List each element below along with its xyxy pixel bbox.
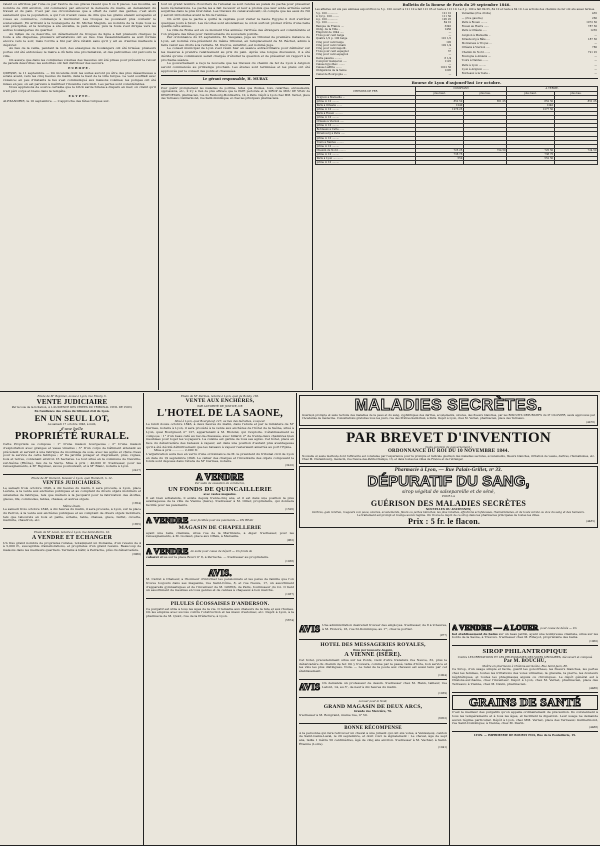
bourse-value: — bbox=[594, 54, 597, 58]
ad-number: (1004) bbox=[438, 672, 447, 677]
railway-name: Chemin du Nord ......... bbox=[316, 148, 416, 152]
bourse-value: 787 50 bbox=[587, 25, 597, 29]
ad-title: MAGASIN DE CHAPELLERIE bbox=[178, 524, 262, 531]
ads-column-4 bbox=[452, 624, 598, 843]
ad-number: (1041) bbox=[438, 745, 447, 750]
bourse-label: Quatre 1/2 p. 100 belge bbox=[316, 37, 348, 41]
news-paragraph: On assure que dans les communes voisines des mesures ont été prises pour prévenir le retour de pareils désordres; les autorités ont fait distribuer des secours. bbox=[3, 57, 156, 66]
railway-name: prime d. 10 ......... bbox=[316, 124, 416, 128]
ad-subtitle: Par la voie de la licitation, A L'AUDIENCE DES CRIÉES DU TRIBUNAL CIVIL DE LYON, bbox=[11, 405, 133, 410]
ad-subtitle: Grande rue Mercière, 76. bbox=[353, 709, 393, 714]
column-rule bbox=[312, 2, 313, 390]
news-paragraph: Au milieu de ce desordre, un détachement de troupes de ligne a fait plusieurs charges; la foule a été dispersée, plusieurs arrestations ont eu lieu. Des rassemblements se sont formés encore vers le soir, mais l'ordre a fini par être rétabli sans qu'il y ait eu d'autres malheurs à déplorer. bbox=[3, 31, 156, 47]
ad-title: GRAINS DE SANTÉ bbox=[452, 695, 598, 710]
ad-number: (4488) bbox=[589, 724, 598, 729]
ad-title: UN FONDS DE QUINCAILLERIE bbox=[168, 485, 272, 493]
railway-name: Bordeaux à Cette ...... bbox=[316, 128, 416, 132]
bourse-label: Banque de France .... bbox=[316, 24, 345, 28]
bourse-value: 1012 50 bbox=[440, 66, 452, 70]
ad-title: A VENDRE bbox=[146, 515, 189, 525]
ad-body: ayant une belle clientèle, situé rue de la Martinière, à Alger. S'adresser, pour les renseignements, à M. Godaud, place aux Offels, à Marseille. bbox=[146, 531, 294, 539]
ad-subtitle: A louer pour la Noël, bbox=[358, 699, 388, 704]
bourse-value: — bbox=[594, 67, 597, 71]
bourse-value: — bbox=[448, 47, 452, 51]
price-cell: 852 50 bbox=[507, 99, 555, 103]
bourse-label: — (rive gauche) bbox=[461, 16, 483, 20]
ad-number: (1526) bbox=[285, 506, 294, 511]
ad-body: Un très grand nombre de propriétés rurales, notamment un Domaine, d'un revenu de 4 à 5,000 fr., susceptible d'améliorations, et propriétés d'un grand revenu. Beaucoup de maisons dans les meilleurs quartiers. Terrains à bâtir, à Perrache, près du débarcadère. bbox=[3, 541, 141, 552]
ad-title: AVIS. bbox=[208, 568, 232, 579]
bourse-label: Tours à Nantes ....... bbox=[461, 59, 489, 63]
price-cell: 725 50 bbox=[507, 148, 555, 152]
bourse-value: 121 10 bbox=[442, 11, 452, 15]
ad-title: A VENDRE ET ECHANGER bbox=[31, 534, 113, 541]
ad-title: GRAND MAGASIN DE DEUX ARCS, bbox=[323, 703, 423, 710]
section-heading: EGYPTE. bbox=[68, 93, 91, 98]
railway-name: prime d. 10 ......... bbox=[316, 107, 416, 111]
bourse-value: 3345 bbox=[444, 24, 452, 28]
column-rule bbox=[296, 393, 297, 845]
ad-date: Au samedi 17 octobre 1846, à midi, bbox=[47, 421, 97, 426]
ad-price: Prix : 5 fr. le flacon. bbox=[407, 517, 481, 527]
ad-title: PILULES ÉCOSSAISES D'ANDERSON. bbox=[170, 601, 270, 608]
column-rule bbox=[143, 393, 144, 845]
ad-subtitle: avec vastes magasins. bbox=[203, 492, 237, 497]
ad-body: A la personne qui fera retrouver un cheval à une jument qui ont été volés, à Vénissieux, canton de Saint-Genis-Laval, le 29 septembre, et dont voici le signalement : Le cheval, âgé de sept ans, taille 1 mètre 50 centimètres, âgé de cinq ans environ. S'adresser à M. Vachier, à Saint-Étienne (Loire). bbox=[299, 731, 447, 746]
table-subheader: plus bas. bbox=[554, 91, 597, 95]
ad-number: (3960) bbox=[132, 551, 141, 556]
news-paragraph: ODESSE, le 11 septembre. — Un incendie dont les suites auront pu être des plus désastreuses a éclaté avant, vers les cinq heures du matin, dans le haut de la ville turque. Le vent soufflait avec violence; en peu d'instants le feu s'est communiqué aux maisons voisines; les pompes ont été mises en jeu; on est parvenu à maîtriser l'incendie vers midi. Les pertes sont considérables. bbox=[3, 70, 156, 86]
bourse-label: Caisse hypothéc. ....... bbox=[316, 63, 345, 67]
bourse-value: 1235 bbox=[590, 29, 597, 33]
bourse-label: Lyon à Avignon ....... bbox=[461, 67, 489, 71]
bourse-value: 780 bbox=[592, 46, 597, 50]
bourse-label: Rouen au Havre ...... bbox=[461, 25, 489, 29]
gerant-line: Le gérant responsable, H. MURAT. bbox=[202, 77, 269, 82]
ad-header: Etude de Mᵉ Dermes, notaire à Lyon, quai de Bondy, 165. bbox=[180, 395, 260, 398]
ad-header: Etude de Mᵉ Bajoniez, avoué à Lyon, rue Fleury, 3. bbox=[37, 395, 107, 398]
ad-title: VENTES JUDICIAIRES. bbox=[42, 480, 102, 486]
ad-body: Ce Sirop, d'un usage simple et facile, guérit les gonorrhées, les flueurs blanches, les pertes chez les femmes, toutes les irritations des voies urinaires, la gravelle, la pierre, les douleurs néphrétiques, et toutes les phlegmasies aiguës ou chroniques. Le dépôt général est à Châlons-sur-Saône, chez l'inventeur. Dépôt à Lyon, chez M. Vernet, pharmacien, place des Terreaux; à Vienne, chez M. Davin, pharmacien. bbox=[452, 668, 598, 687]
ad-subtitle: Par suite de cessation de commerce, bbox=[195, 481, 245, 486]
bourse-label: Canal de Bourgogne .... bbox=[316, 72, 348, 76]
ad-number: (3410) bbox=[285, 463, 294, 468]
ad-subtitle: A VIENNE (ISÈRE). bbox=[344, 652, 402, 658]
bourse-value: 105 bbox=[446, 40, 452, 44]
bourse-value: 6 1/4 bbox=[444, 56, 452, 60]
bourse-label: Avignon à Marseille .. bbox=[461, 33, 491, 37]
ad-subtitle: Tenu par Gouvoire-Seguin, bbox=[352, 647, 394, 652]
news-paragraph: On écrit que le pacha a quitté la capitale pour visiter la haute Egypte; il doit s'arrêter quelques jours à Siout. Les récoltes sont abondantes; le coton surtout promet d'être d'une belle qualité cette année. bbox=[161, 16, 310, 29]
ad-body: Une administration désirerait trouver des employés. S'adresser, de 8 à 9 heures, à M. Honoré, 16, rue St-Dominique, au 1ᵉʳ, chez le portier. bbox=[322, 624, 447, 631]
railway-name: Paris à Rouen .......... bbox=[316, 112, 416, 116]
news-paragraph: Par ordonnance du 25 septembre, M. Vaugelas, juge au tribunal de première instance de Lyon, est nommé vice-président du même tribunal, en remplacement de M. Béchet, admis à faire valoir ses droits à la retraite. M. Ducros, substitut, est nommé juge. bbox=[161, 35, 310, 47]
ad-title: VENTE JUDICIAIRE bbox=[36, 398, 108, 407]
table-header: COMPTANT. bbox=[416, 87, 507, 91]
news-paragraph: Au lieu de la veille, pendant la nuit, des enseignes de boulangers ont été brisées; plusieurs portes ont été enfoncées; le maire a dû faire une proclamation, et des patrouilles ont parcouru la ville. bbox=[3, 46, 156, 58]
bourse-label: Caisse Laffitte ....... bbox=[316, 66, 342, 70]
table-row bbox=[461, 72, 598, 76]
ad-number: (1060) bbox=[589, 638, 598, 643]
bourse-table-left bbox=[315, 12, 452, 76]
advertisement-text: Pour guérir promptement les maladies de poitrine, telles que rhumes, toux, catarrhes, enrouements, oppressions, etc., il n'y a rien de plus efficace que la PATE pectorale et le SIROP de MOU DE VEAU de DEGENETAIS, pharmacien, rue du Faubourg-Montmartre, 10, à Paris. Dépôt à Lyon chez MM. Vernet, place des Terreaux; Guilliermond, rue Saint-Dominique; et chez les principaux pharmaciens. bbox=[161, 86, 310, 100]
ad-row bbox=[146, 547, 294, 556]
bourse-label: Paris à Lyon ......... bbox=[461, 63, 487, 67]
ad-emphasis: cabaret bbox=[146, 556, 159, 560]
ad-body: sur un beau jardin, ayant une nombreuse clientèle, situé sur les bords de la Saône, à Trévoux. S'adresser chez M. Ribeyot, propriétaire des bains. bbox=[452, 632, 598, 640]
ad-subtitle: PAR AUTORITÉ DE JUSTICE, DE bbox=[197, 403, 243, 408]
section-heading: EUROPE. bbox=[68, 65, 91, 70]
railway-name: Paris à Orléans ....... bbox=[316, 103, 416, 107]
ads-column-1 bbox=[3, 395, 141, 843]
railway-name: Orléans à Vierzon ..... bbox=[316, 120, 416, 124]
bourse-value: 101 1/2 bbox=[441, 37, 452, 41]
bourse-value: — bbox=[448, 63, 452, 67]
table-subheader: plus bas. bbox=[463, 91, 506, 95]
ad-number: (6052) bbox=[438, 716, 447, 721]
ad-body: Cette Propriété se compose : 1° D'une maison bourgeoise ; 2° D'une maison d'exploitation avec granges et vases vinaires ; 3° D'un corps de bâtiment attenant au précédent et servant à une fabrique de moulinage de soie, avec les agrès et chute d'eau pour le service de cette fabrique ; 4° De jardins potager et d'agrément, prés, vignes, bois et terres, contenant environ 16 hectares. Le tout situé en la commune de Neuville-sur-Saône (Rhône), lieu de la Vavre. Mise à prix : 40,000 fr. S'adresser, pour les renseignements, à Mᵉ Bajoniez, avoué poursuivant, et à Mᵉ Blanc, notaire à Lyon. bbox=[3, 443, 141, 469]
price-cell: 724 50 bbox=[463, 148, 506, 152]
ad-body: Nouvelle et seule méthode dont l'efficacité est constatée par l'expérience pour la prompte et radicale guérison des maladies secrètes, écoulements, flueurs blanches, irritation de vessie, dartres, rhumatismes, etc. Chez M. Clérambourg, médecin, rue Neuve-des-Petits-Champs, 13, et dans toutes les villes de France et de l'étranger. bbox=[302, 455, 595, 462]
bourse-label: Dette passive ......... bbox=[316, 56, 343, 60]
column-rule bbox=[449, 623, 450, 845]
ad-subtitle: sirop végétal de salsepareille et de séné, bbox=[401, 489, 496, 495]
bourse-value: — bbox=[594, 59, 597, 63]
price-cell: 738 75 bbox=[507, 152, 555, 156]
railway-name: prime d. 10 ......... bbox=[316, 144, 416, 148]
bourse-label: Boulogne à Amiens .... bbox=[461, 54, 492, 58]
top-rule bbox=[0, 0, 600, 1]
ad-title: GUÉRISON DES MALADIES SECRÈTES bbox=[370, 498, 527, 508]
bourse-label: Paris à Orléans ..... bbox=[461, 29, 487, 33]
table-subheader: plus haut. bbox=[507, 91, 555, 95]
bourse-label: Paris à Rouen ........ bbox=[461, 20, 488, 24]
railway-name: prime d. 10 ......... bbox=[316, 161, 416, 165]
ad-body: situé sur la place Bouri nᵒ 8, à Perrache. — S'adresser au propriétaire. bbox=[159, 556, 270, 560]
ad-body: On demande un professeur de dessin. S'adresser chez M. Hann, tailleur, rue Lafont, 14, au 3ᵉ, de neuf à dix heures du matin. bbox=[322, 682, 447, 689]
price-cell: 1277 50 bbox=[507, 107, 555, 111]
price-cell bbox=[463, 161, 506, 165]
table-header: A TERME. bbox=[507, 87, 598, 91]
bourse-table-right bbox=[461, 12, 598, 76]
ad-subtitle: Par M. BOUCHU, bbox=[503, 659, 547, 664]
railway-name: prime d. 10 ......... bbox=[316, 99, 416, 103]
ad-number: (962) bbox=[286, 537, 294, 542]
ad-body: M. Carret à Chabeur, a l'honneur d'informer les pensionnats et les pères de famille que l'on trouve toujours dans ses magasins, rue Saint-Côme, 8, et rue Neuve, 17, un assortiment d'appareils gymnastiques et de l'inventeur de M. Griffith, de Paris, fournisseur du roi. Il tient un assortiment de meubles en tous genres et de cannes à chapeaux à bon marché. bbox=[146, 578, 294, 593]
bourse-lyon-title: Bourse de Lyon d'aujourd'hui 1er octobre. bbox=[411, 79, 502, 85]
bourse-label: Comptoir Ganneron ..... bbox=[316, 59, 348, 63]
ad-emphasis: bel établissement de bains bbox=[452, 632, 498, 636]
bourse-value: — bbox=[448, 34, 452, 38]
ad-title: A VENDRE — A LOUER bbox=[452, 624, 539, 632]
ad-body: Le samedi trois octobre 1846, à dix heures du matin, il sera procédé, à Lyon, place Léviste, à la vente aux enchères publiques et au comptant de divers objets mobiliers et ustensiles de fabrique, tels que métiers à la Jacquard pour la fabrication des étoffes, glaces, lits, commodes, tables, chaises, et autres objets. bbox=[3, 486, 141, 501]
bourse-label: 4 1/2 p. 100 ........ bbox=[316, 15, 340, 18]
ad-header: Etude de Mᵉ Dumont, huissier à Lyon, quai Humbert, n. 12. bbox=[31, 476, 113, 481]
bourse-label: Obligations de la Seine bbox=[316, 69, 347, 73]
news-paragraph: ralent ou attribué par l'une ou par l'autre de ces grâces rasent que 6 ou 8 pieces. Les moulins, au nombre de 200 environ, ont commencé par entourer la demeure du maire, en demandant du travail et du pain. C'est par ces circonstances que a offert de venir des gardes, c'est alors seulement que la population, a qui l'on n'avait cesse de dire que les grains etaient accaparés et voues au commerce, commença à murmurer. Les troupes ne pouvaient plus contenir le soulevement. En arrivant à la boulangerie de M. Michel Magnin, au nombre de la foule tous se sont précipités, et la boutique a été envahie, le pain enleve; puis la foule s'est dirigée vers les autres boulangeries du quartier. bbox=[3, 3, 156, 32]
ad-body: C'est le meilleur des purgatifs qu'on appelle ordinairement de précaution. Ils conviennent à tous les tempéraments et à tous les âges, et facilitent la digestion. Leur usage ne demande aucun régime particulier. Dépôt à Lyon, chez MM. Vernet, place des Terreaux; Guilliermond, rue Saint-Dominique; à Vienne, chez M. Davin. bbox=[452, 711, 598, 726]
price-cell: 1240 bbox=[507, 103, 555, 107]
ad-title: A VENDRE bbox=[146, 547, 189, 557]
news-column-2 bbox=[161, 3, 310, 388]
bourse-value: 37 bbox=[447, 50, 452, 54]
railway-name: prime d. 10 ......... bbox=[316, 116, 416, 120]
bourse-label: Cinq pour cent napolit. bbox=[316, 47, 347, 51]
ad-title: L'HOTEL DE LA SAONE, bbox=[157, 408, 283, 420]
ad-body: Cet hôtel, précédemment situé sur les Ponts, vient d'être transféré rue Neuve, 32, près le débarcadère du chemin de fer. On y trouvera, comme par le passé, table d'hôte, bon service et les vins les plus distingués. Nota. — Le relai de la poste aux chevaux est aussi tenu par cet établissement. bbox=[299, 659, 447, 674]
ad-title: Même étude. bbox=[63, 503, 81, 508]
price-cell: 1276 25 bbox=[416, 107, 464, 111]
price-cell: 852 50 bbox=[416, 99, 464, 103]
bourse-value: — bbox=[448, 72, 452, 76]
ad-header: Etude de Mᵉ Laval, notaire à Lyon, rue Saint-Pierre, 10. bbox=[33, 530, 111, 535]
table-header: CHEMINS DE FER. bbox=[316, 87, 416, 95]
bourse-value: — bbox=[594, 33, 597, 37]
ads-column-3-top bbox=[299, 395, 598, 621]
ad-body: Le traitement est prompt et n'exige aucun régime. On trouve le dépôt de ce sirop dans les pharmacies principales de toutes les villes. bbox=[357, 514, 540, 518]
ad-title: AVIS bbox=[299, 624, 321, 634]
bourse-value: 721 25 bbox=[587, 50, 597, 54]
ad-title: DÉPURATIF DU SANG, bbox=[367, 472, 530, 490]
railway-name: Paris à Lyon ............ bbox=[316, 157, 416, 161]
bourse-title: Bulletin de la Bourse de Paris du 29 septembre 1846. bbox=[402, 3, 511, 7]
ad-body: Guérison prompte et sans rechute des maladies de la peau et du sang, syphilitiques des dartres, écoulements, ulcères, des flueurs blanches, par les BISCUITS DÉPURATIFS du Dʳ OLLIVIER, seuls approuvés par l'Académie de médecine. Consultations gratuites tous les jours, rue des Prêtres-Saint-Paul, à Paris. Dépôt à Lyon, chez M. Vernet, pharmacien, place des Terreaux. bbox=[302, 414, 595, 421]
bourse-label: Cinq pour cent romain bbox=[316, 43, 346, 47]
price-cell: 552 50 bbox=[507, 157, 555, 161]
ad-title: AVIS bbox=[299, 682, 321, 693]
ad-number: (4486) bbox=[589, 685, 598, 690]
ads-column-2 bbox=[146, 395, 294, 843]
bourse-value: 1450 bbox=[444, 27, 452, 31]
bourse-value: — bbox=[448, 31, 452, 35]
bourse-label: Emprunt de 1844 ..... bbox=[316, 31, 345, 35]
ad-number: (5674) bbox=[285, 617, 294, 622]
price-cell: 550 bbox=[416, 157, 464, 161]
bourse-value: 1125 bbox=[444, 59, 452, 63]
bourse-label: Oblig. de la Ville .. bbox=[316, 27, 341, 31]
ad-box-brevet bbox=[299, 428, 598, 464]
news-paragraph: Le conseil municipal de Lyon s'est réuni hier en séance extraordinaire pour délibérer sur les mesures à prendre relativement au prix du pain. Après une longue discussion, il a été décidé qu'une commission serait chargée d'étudier la question et de présenter un rapport à la prochaine séance. bbox=[161, 46, 310, 62]
ad-body: Dartres, gale rentrée, rougeurs à la peau, ulcères, écoulements, fleurs ou pertes blanches; les plus rebelles, affections scrofuleuses, rhumatismales, et de toute âcreté ou vice du sang et des humeurs. bbox=[312, 510, 585, 514]
news-column-1 bbox=[3, 3, 156, 388]
ad-subtitle: Maître en pharmacie à Châlons-sur-Saône, Rue Saint-Jean, 88. bbox=[482, 664, 568, 668]
price-cell bbox=[507, 161, 555, 165]
bourse-value: — bbox=[448, 53, 452, 57]
bourse-label: 3 p. 100 ............ bbox=[316, 21, 338, 25]
bourse-value: — bbox=[594, 72, 597, 76]
ad-subtitle: En l'audience des criées du tribunal civil de Lyon. bbox=[34, 408, 110, 413]
ad-body: Le lundi douze octobre 1846, à deux heures du matin, dans l'étude et par le ministère de Mᵉ Dermes, notaire à Lyon, il sera procédé à la vente aux enchères de l'hôtel de la Saône, situé à Lyon, quai Bourgneuf, nᵒ 127, appartenant à M. Blondel, qui l'exploite. L'établissement se compose : 1° d'un beau café au rez-de-chaussée, avec billard; 2° de trente-deux chambres bien meublées pour loger les voyageurs. La cuisine est garnie de tous ses agrès. Cet hôtel, placé en face du débarcadère des bateaux à vapeur, est dans une position d'autant plus avantageuse qu'il a été décidé définitivement que les bateaux à vapeur resteraient amarrés au port l'Epine. bbox=[146, 423, 294, 449]
bourse-value: 435 bbox=[592, 12, 597, 16]
news-paragraph: La ville de Rome est en ce moment très animée; l'arrivée des étrangers est considérable et l'on prépare des fêtes pour l'anniversaire du souverain pontife. bbox=[161, 27, 310, 36]
bourse-value: — bbox=[594, 42, 597, 46]
ad-number: (1854) bbox=[132, 500, 141, 505]
bourse-section bbox=[315, 3, 598, 390]
railway-name: Tours à Nantes ......... bbox=[316, 140, 416, 144]
railway-name: prime d. 10 ......... bbox=[316, 136, 416, 140]
bourse-tables bbox=[315, 12, 598, 76]
railway-name: prime d. 10 ......... bbox=[316, 152, 416, 156]
ad-subtitle: avec facilités pour les paiements — UN BEAU bbox=[190, 517, 254, 522]
bourse-value: 187 50 bbox=[587, 37, 597, 41]
bourse-value: 105 25 bbox=[442, 18, 452, 22]
bourse-label: Chemin du Nord ....... bbox=[461, 50, 491, 54]
bourse-intro: Les affaires ont été peu animées aujourd'hui; le 5 p. 100 ouvert à 121 10 a fait 121 05 et reste à 121 10. Le 3 p. 100 a fait 84 05, 84 10 et reste à 84 10. Les actions des chemins de fer ont été assez fermes. bbox=[315, 7, 596, 11]
ad-number: (1855) bbox=[132, 521, 141, 526]
price-cell bbox=[416, 161, 464, 165]
bourse-label: Trois pour cent espagnol bbox=[316, 50, 349, 54]
ad-title: HOTEL DES MESSAGERIES ROYALES, bbox=[320, 642, 426, 649]
bourse-label: Cinq pour cent belge bbox=[316, 40, 344, 44]
ads-column-3-left bbox=[299, 624, 447, 843]
price-cell: 738 75 bbox=[416, 152, 464, 156]
ad-body: Ce purgatif est utile à tous les âges de la vie. Il remédie aux chaleurs de la tête et aux rhumes. On les emploie avec succès contre l'obstruction et les maux d'estomac, etc. Dépôt à Lyon, à la pharmacie de M. Quiot, rue de la Préfecture, à Lyon. bbox=[146, 607, 294, 619]
imprint: LYON. — IMPRIMERIE DE BOURSY FILS, Rue de la Poulaillerie, 19. bbox=[473, 733, 577, 738]
ad-body: Le samedi trois octobre 1846, à dix heures du matin, il sera procédé, à Lyon, sur la place du Perron, à la vente aux enchères publiques et au comptant de divers objets mobiliers, tels que tabourets en bois et paille, échelle, table, chaises, glace, buffet, cuvette, marmite, chaudron, etc. bbox=[3, 508, 141, 523]
bourse-label: Bordeaux à la Teste .. bbox=[461, 72, 491, 76]
ad-title: PAR BREVET D'INVENTION bbox=[346, 429, 551, 446]
bourse-value: 84 10 bbox=[443, 21, 452, 25]
ad-box-maladies bbox=[299, 395, 598, 426]
ad-title: VENTE AUX ENCHÈRES, bbox=[185, 398, 255, 405]
table-subheader: plus haut. bbox=[416, 91, 464, 95]
ad-subtitle: pour cause de décès — Un bbox=[540, 625, 577, 630]
bourse-value: 102 1/4 bbox=[441, 43, 452, 47]
ad-row bbox=[146, 516, 294, 525]
bourse-label: Trois pour cent belge bbox=[316, 34, 345, 38]
railway-name: Strasbourg à Paris ..... bbox=[316, 132, 416, 136]
bourse-value: 111 50 bbox=[442, 15, 452, 18]
bourse-label: 5 p. 100 ............ bbox=[316, 11, 338, 15]
ad-price: Mise à prix ............ 2,000 fr. bbox=[154, 449, 198, 453]
ad-subtitle: NOUVELLES OU ANCIENNES; bbox=[425, 506, 472, 511]
ad-subtitle: ORDONNANCE DU ROI DU 10 NOVEMBRE 1844. bbox=[387, 449, 510, 455]
ad-number: (1039) bbox=[438, 691, 447, 696]
ad-header: Pharmacie à Lyon, — Rue Palais-Grillet, nᵒ 33. bbox=[394, 467, 503, 473]
ad-number: (2417) bbox=[132, 468, 141, 473]
ad-box-depuratif bbox=[299, 466, 598, 529]
news-paragraph: Nous apprenons de source certaine que le brick sarde Sirena a disparu en mer; on craint qu'il n'ait péri corps et biens dans la tempête. bbox=[3, 85, 156, 94]
ad-title: A VENDRE bbox=[196, 472, 244, 483]
news-paragraph: ALEXANDRIE, le 10 septembre. — L'approche des fêtes turques sur- bbox=[3, 98, 110, 103]
ad-subtitle: d'une belle bbox=[60, 426, 84, 432]
ad-title: SIROP PHILANTROPIQUE bbox=[482, 648, 568, 656]
ad-body: Il est bien achalandé, il existe depuis trente-cinq ans, et il est dans une position la plus avantageuse de la ville de Vienne (Isère). S'adresser à M. Ollier, propriétaire, qui donnera facilité pour les paiements. bbox=[146, 496, 294, 507]
ad-title: EN UN SEUL LOT, bbox=[34, 412, 110, 423]
bourse-value: 1072 50 bbox=[586, 20, 597, 24]
bourse-lyon-table bbox=[315, 86, 598, 165]
table-row bbox=[316, 161, 598, 165]
bourse-value: — bbox=[594, 63, 597, 67]
price-cell: 851 25 bbox=[554, 99, 597, 103]
ad-subtitle: Contre LES IRRITATIONS ET LES PHLEGMASIES DES VOIES URINAIRES, découvert et composé bbox=[457, 654, 593, 659]
bourse-value: 260 bbox=[592, 16, 597, 20]
ad-title: MALADIES SECRÈTES. bbox=[354, 397, 543, 414]
ad-body: S'adresser à M. Bongrand, même rue, nᵒ 50. bbox=[299, 713, 368, 717]
ad-subtitle: Situé à Lyon, quai Bourgneuf, 127, au lieu des Isérables, à vapeur. bbox=[174, 419, 266, 424]
price-cell: 724 50 bbox=[554, 148, 597, 152]
ad-title: PROPRIÉTÉ RURALE. bbox=[14, 431, 130, 443]
railway-name: Avignon à Marseille ... bbox=[316, 95, 416, 99]
bourse-label: Cinq pour cent espagnol bbox=[316, 53, 349, 57]
price-cell: 725 25 bbox=[416, 148, 464, 152]
ad-number: (4485) bbox=[586, 519, 595, 524]
ad-number: (1037) bbox=[285, 592, 294, 597]
news-paragraph: tout un grand nombre d'ouvriers de l'arsenal se sont rendus au palais du pacha pour présenter leurs réclamations. Le pacha les a fait recevoir et leur a promis que leur solde arriérée serait acquittée dans le plus bref délai. Les travaux du canal avancent; on compte que les eaux du Nil y seront introduites avant la fin de l'année. bbox=[161, 3, 310, 18]
bourse-label: Montereau à Troyes ... bbox=[461, 42, 492, 46]
price-cell: 851 25 bbox=[463, 99, 506, 103]
bourse-label: Orléans à Vierzon .... bbox=[461, 46, 490, 50]
ad-subtitle: de suite pour cause de départ — Un fonds de bbox=[190, 549, 253, 554]
bourse-value: 1205 bbox=[444, 69, 452, 73]
section-rule bbox=[0, 391, 600, 392]
table-row bbox=[315, 73, 452, 76]
price-cell: 1240 bbox=[416, 103, 464, 107]
bourse-label: 4 p. 100 ............ bbox=[316, 18, 338, 22]
ad-number: (4476) bbox=[586, 419, 595, 424]
ad-number: (1038) bbox=[285, 558, 294, 563]
ad-subtitle: POUR LA bbox=[442, 494, 455, 499]
news-paragraph: Le gouvernement a reçu la nouvelle que les travaux du chemin de fer de Lyon à Avignon seront commencés au printemps prochain. Les études sont terminées et les plans ont été approuvés par le conseil des ponts et chaussées. bbox=[161, 61, 310, 73]
bourse-label: Versailles (rive droite) bbox=[461, 12, 492, 16]
ad-number: (977) bbox=[439, 633, 447, 637]
bourse-label: Strasbourg à Bâle .... bbox=[461, 37, 490, 41]
ad-subtitle: (Sans garantie du gouvernement.) bbox=[425, 444, 472, 449]
column-rule bbox=[158, 2, 159, 390]
ad-body: L'adjudication aura lieu en vertu d'une ordonnance de M. le président du tribunal civil de Lyon en date du 19 septembre 1846. Le cahier des charges et l'inventaire des objets composant le fonds sont déposés dans l'étude de Mᵉ Dermes, notaire. bbox=[146, 453, 294, 464]
ad-title: BONNE RÉCOMPENSE bbox=[344, 725, 402, 731]
price-cell bbox=[554, 161, 597, 165]
